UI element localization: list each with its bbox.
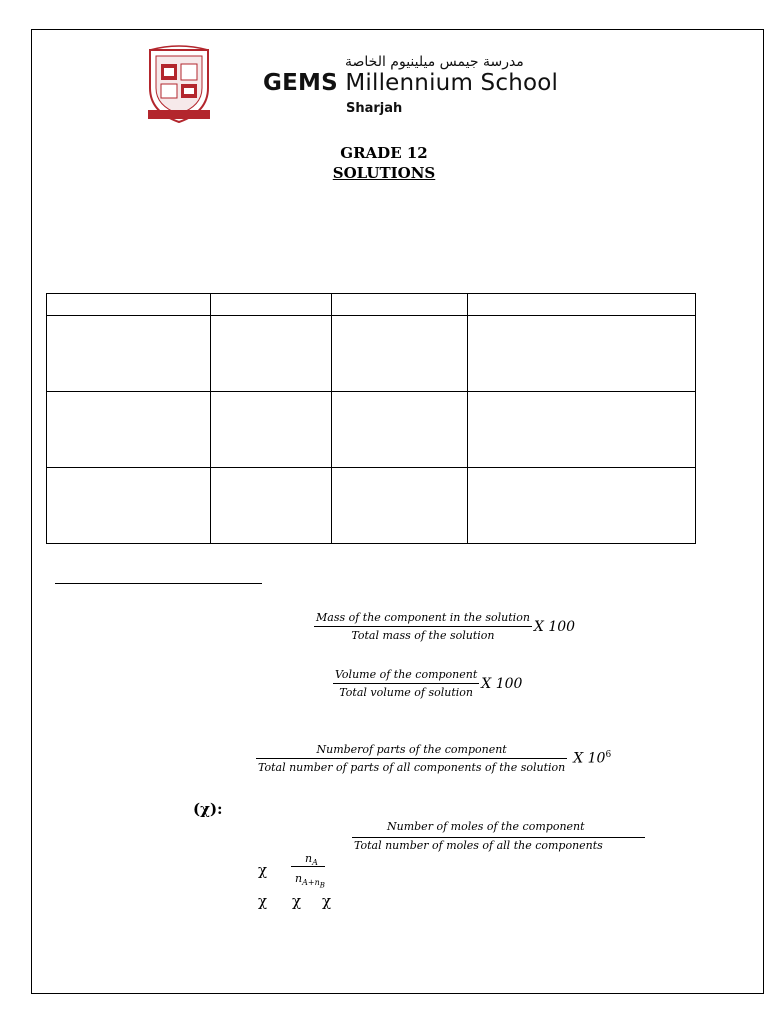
table-cell: [331, 294, 468, 316]
table-row: [47, 392, 696, 468]
mass-percent-multiplier: X 100: [533, 618, 576, 635]
ppm-multiplier: [573, 750, 611, 767]
na-numerator-sub: A: [312, 858, 318, 868]
chi-symbol: χ: [258, 861, 268, 879]
table-header-row: [47, 294, 696, 316]
table-row: [47, 316, 696, 392]
table-cell: [468, 468, 696, 544]
volume-percent-denominator: Total volume of solution: [339, 686, 473, 699]
volume-percent-formula: [333, 668, 522, 699]
na-denominator-sub-b: B: [319, 881, 325, 890]
table-cell: [331, 392, 468, 468]
table-cell: [331, 468, 468, 544]
table-cell: [47, 392, 211, 468]
school-campus: Sharjah: [346, 101, 403, 116]
mole-fraction-label: (χ):: [193, 800, 223, 818]
table-cell: [47, 316, 211, 392]
ppm-multiplier-exponent: 6: [605, 750, 612, 761]
na-denominator-n: n: [295, 872, 303, 885]
school-name: [263, 70, 558, 96]
table-cell: [210, 392, 331, 468]
mass-percent-formula: [314, 611, 575, 642]
mole-fraction-bar: [352, 837, 645, 838]
school-name-arabic: مدرسة جيمس ميلينيوم الخاصة: [345, 54, 524, 70]
school-name-gems: GEMS: [263, 70, 338, 96]
subject-heading: SOLUTIONS: [332, 164, 436, 182]
ppm-formula: [256, 743, 611, 774]
table-cell: [468, 294, 696, 316]
mass-percent-numerator: Mass of the component in the solution: [314, 611, 532, 627]
na-denominator-sub-a: A+n: [302, 878, 320, 888]
na-numerator: [305, 852, 318, 867]
volume-percent-multiplier: X 100: [481, 675, 523, 692]
na-denominator: [295, 872, 325, 890]
ppm-fraction: [256, 743, 567, 774]
chi-symbol: χ: [322, 892, 332, 910]
table-cell: [468, 392, 696, 468]
mass-percent-denominator: Total mass of the solution: [351, 629, 495, 642]
chi-symbol: χ: [258, 892, 268, 910]
mole-fraction-denominator: Total number of moles of all the components: [354, 839, 603, 852]
grade-heading: GRADE 12: [340, 144, 428, 162]
table-cell: [468, 316, 696, 392]
volume-percent-fraction: [333, 668, 479, 699]
table-cell: [210, 294, 331, 316]
table-cell: [47, 294, 211, 316]
table-cell: [331, 316, 468, 392]
na-fraction-bar: [291, 866, 325, 867]
chi-symbol: χ: [292, 892, 302, 910]
na-numerator-n: n: [305, 852, 313, 865]
ppm-numerator: Numberof parts of the component: [256, 743, 567, 759]
mass-percent-fraction: [314, 611, 532, 642]
mole-fraction-numerator: Number of moles of the component: [387, 820, 585, 833]
blank-table: [46, 293, 696, 544]
table-cell: [47, 468, 211, 544]
ppm-multiplier-base: X 10: [573, 750, 606, 767]
volume-percent-numerator: Volume of the component: [333, 668, 479, 684]
section-underline: [55, 583, 262, 584]
na-denominator-sub: [302, 878, 325, 890]
school-name-rest: Millennium School: [337, 70, 559, 96]
table-cell: [210, 316, 331, 392]
table-cell: [210, 468, 331, 544]
table-row: [47, 468, 696, 544]
school-crest-logo: [142, 44, 216, 124]
ppm-denominator: Total number of parts of all components of the solution: [258, 761, 566, 774]
